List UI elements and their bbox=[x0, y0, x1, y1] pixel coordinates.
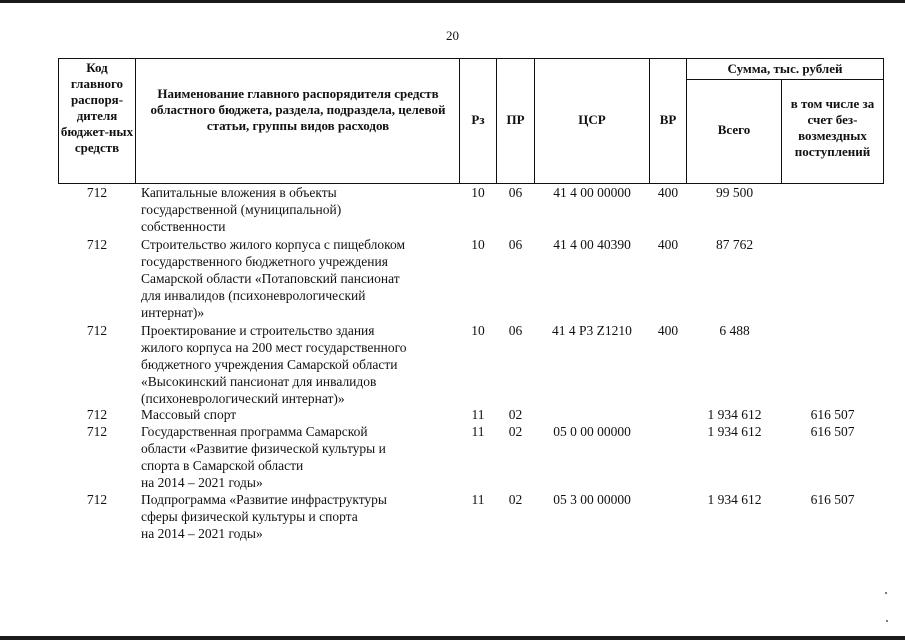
row-total: 99 500 bbox=[715, 185, 754, 200]
row-code: 712 bbox=[86, 492, 108, 507]
row-total: 1 934 612 bbox=[707, 407, 762, 422]
row-free: 616 507 bbox=[810, 492, 855, 507]
header-csr: ЦСР bbox=[578, 112, 606, 127]
row-code: 712 bbox=[86, 424, 108, 439]
header-pr: ПР bbox=[506, 112, 525, 127]
row-rz: 10 bbox=[471, 185, 485, 200]
header-free: в том числе за счет без-возмездных поступлений bbox=[790, 96, 875, 159]
row-vr: 400 bbox=[657, 185, 679, 200]
row-csr: 41 4 P3 Z1210 bbox=[552, 323, 632, 338]
row-rz: 10 bbox=[471, 237, 485, 252]
row-csr: 41 4 00 00000 bbox=[553, 185, 631, 200]
header-vr: ВР bbox=[659, 112, 677, 127]
page-number: 20 bbox=[446, 28, 459, 43]
row-pr: 06 bbox=[508, 237, 523, 252]
row-code: 712 bbox=[86, 407, 108, 422]
scan-speck bbox=[886, 620, 888, 622]
row-total: 6 488 bbox=[719, 323, 750, 338]
row-rz: 11 bbox=[471, 407, 485, 422]
header-code: Код главного распоря-дителя бюджет-ных средств bbox=[60, 60, 134, 155]
row-code: 712 bbox=[86, 237, 108, 252]
row-rz: 11 bbox=[471, 492, 485, 507]
row-total: 87 762 bbox=[715, 237, 754, 252]
row-free: 616 507 bbox=[810, 424, 855, 439]
row-rz: 11 bbox=[471, 424, 485, 439]
row-free: 616 507 bbox=[810, 407, 855, 422]
row-vr: 400 bbox=[657, 323, 679, 338]
row-total: 1 934 612 bbox=[707, 424, 762, 439]
row-pr: 02 bbox=[508, 424, 523, 439]
scan-bottom-edge bbox=[0, 636, 905, 640]
row-csr: 05 0 00 00000 bbox=[553, 424, 631, 439]
row-name: Массовый спорт bbox=[141, 407, 237, 422]
row-name: Подпрограмма «Развитие инфраструктуры сферы физической культуры и спорта на 2014 – 2021 годы» bbox=[141, 492, 388, 541]
row-csr: 41 4 00 40390 bbox=[553, 237, 631, 252]
row-csr: 05 3 00 00000 bbox=[553, 492, 631, 507]
row-pr: 02 bbox=[508, 492, 523, 507]
row-rz: 10 bbox=[471, 323, 485, 338]
row-code: 712 bbox=[86, 323, 108, 338]
header-sum: Сумма, тыс. рублей bbox=[727, 61, 843, 76]
row-pr: 06 bbox=[508, 185, 523, 200]
row-total: 1 934 612 bbox=[707, 492, 762, 507]
header-total: Всего bbox=[717, 122, 751, 137]
row-code: 712 bbox=[86, 185, 108, 200]
row-pr: 02 bbox=[508, 407, 523, 422]
header-name: Наименование главного распорядителя средств областного бюджета, раздела, подраздела, целевой статьи, группы видов расходов bbox=[150, 86, 446, 133]
row-name: Государственная программа Самарской области «Развитие физической культуры и спорта в Самарской области на 2014 – 2021 годы» bbox=[141, 424, 386, 490]
header-rz: Рз bbox=[471, 112, 485, 127]
row-name: Капитальные вложения в объекты государственной (муниципальной) собственности bbox=[141, 185, 342, 234]
row-pr: 06 bbox=[508, 323, 523, 338]
scan-top-edge bbox=[0, 0, 905, 3]
row-name: Строительство жилого корпуса с пищеблоком государственного бюджетного учреждения Самарской области «Потаповский пансионат для инвалидов (психоневрологический интернат)» bbox=[141, 237, 406, 320]
scan-speck bbox=[885, 592, 887, 594]
row-vr: 400 bbox=[657, 237, 679, 252]
row-name: Проектирование и строительство здания жилого корпуса на 200 мест государственного бюджетного учреждения Самарской области «Высокинский пансионат для инвалидов (психоневрологический интернат)» bbox=[141, 323, 407, 406]
